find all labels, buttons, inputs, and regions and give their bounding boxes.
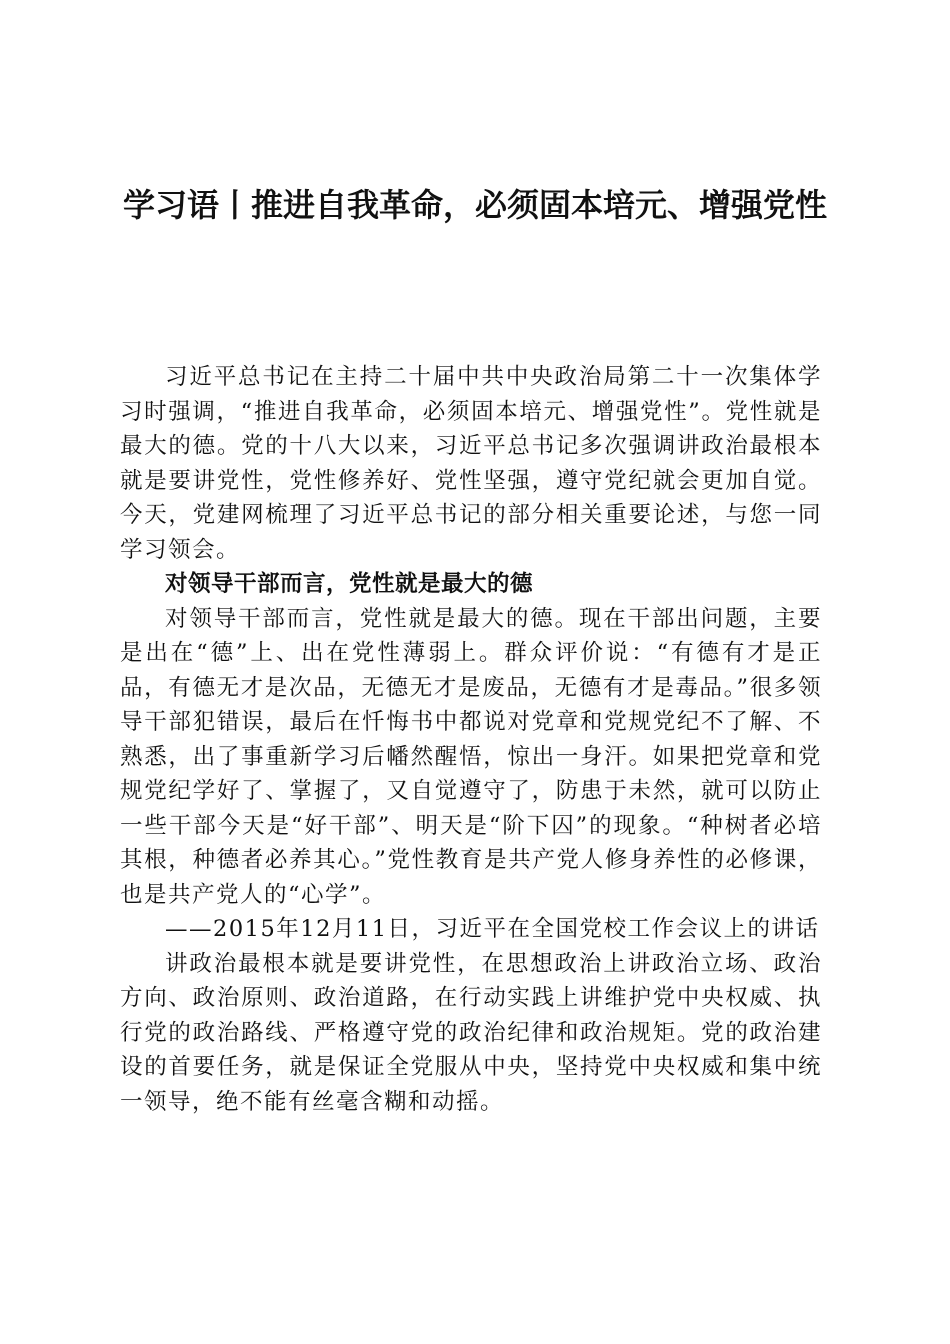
quote-paragraph: 对领导干部而言，党性就是最大的德。现在干部出问题，主要是出在“德”上、出在党性薄弱上。群众评价说：“有德有才是正品，有德无才是次品，无德无才是废品，无德有才是毒品。”很多领导干部犯错误，最后在忏悔书中都说对党章和党规党纪不了解、不熟悉，出了事重新学习后幡然醒悟，惊出一身汗。如果把党章和党规党纪学好了、掌握了，又自觉遵守了，防患于未然，就可以防止一些干部今天是“好干部”、明天是“阶下囚”的现象。“种树者必培其根，种德者必养其心。”党性教育是共产党人修身养性的必修课，也是共产党人的“心学”。 bbox=[120, 605, 822, 908]
document-body bbox=[120, 360, 822, 1119]
section-heading: 对领导干部而言，党性就是最大的德 bbox=[165, 571, 534, 597]
intro-paragraph: 习近平总书记在主持二十届中共中央政治局第二十一次集体学习时强调，“推进自我革命，必须固本培元、增强党性”。党性就是最大的德。党的十八大以来，习近平总书记多次强调讲政治最根本就是要讲党性，党性修养好、党性坚强，遵守党纪就会更加自觉。今天，党建网梳理了习近平总书记的部分相关重要论述，与您一同学习领会。 bbox=[120, 364, 822, 563]
source-citation: ——2015年12月11日，习近平在全国党校工作会议上的讲话 bbox=[165, 916, 820, 942]
quote-paragraph: 讲政治最根本就是要讲党性，在思想政治上讲政治立场、政治方向、政治原则、政治道路，在行动实践上讲维护党中央权威、执行党的政治路线、严格遵守党的政治纪律和政治规矩。党的政治建设的首要任务，就是保证全党服从中央，坚持党中央权威和集中统一领导，绝不能有丝毫含糊和动摇。 bbox=[120, 950, 822, 1115]
document-title: 学习语丨推进自我革命，必须固本培元、增强党性 bbox=[122, 186, 827, 224]
